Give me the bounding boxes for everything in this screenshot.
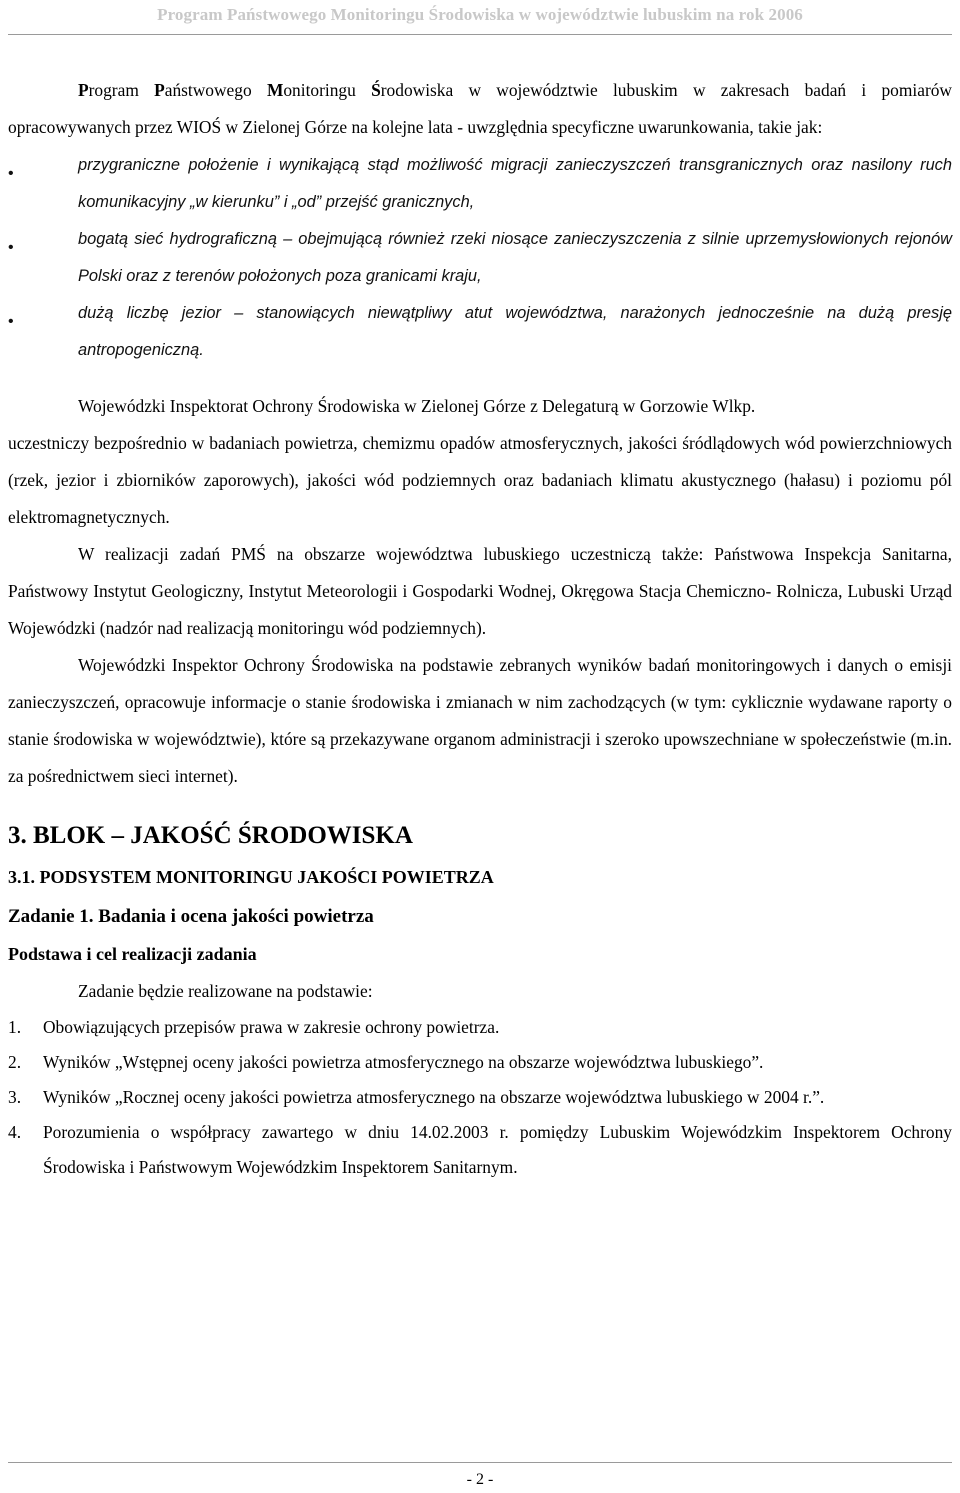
- intro-paragraph: [8, 72, 952, 146]
- paragraph-wios: Wojewódzki Inspektorat Ochrony Środowiska w Zielonej Górze z Delegaturą w Gorzowie Wlkp.: [78, 396, 756, 416]
- item-text: Wyników „Rocznej oceny jakości powietrza atmosferycznego na obszarze województwa lubuskiego w 2004 r.”.: [43, 1087, 825, 1107]
- item-text: Obowiązujących przepisów prawa w zakresie ochrony powietrza.: [43, 1017, 500, 1037]
- header-rule: [8, 34, 952, 35]
- paragraph-inspector: Wojewódzki Inspektor Ochrony Środowiska na podstawie zebranych wyników badań monitoringowych i danych o emisji zanieczyszczeń, opracowuje informacje o stanie środowiska i zmianach w nim zachodzących (w tym: cyklicznie wydawane raporty o stanie środowiska w województwie), które są przekazywane organom administracji i szeroko upowszechniane w społeczeństwie (m.in. za pośrednictwem sieci internet).: [8, 655, 952, 786]
- footer-rule: [8, 1462, 952, 1463]
- bullet-icon: •: [8, 313, 14, 330]
- intro-initial: Ś: [371, 80, 381, 100]
- basis-list: [8, 1010, 952, 1185]
- bullet-icon: •: [8, 239, 14, 256]
- numbered-item: [8, 1045, 952, 1080]
- page-number: - 2 -: [466, 1471, 494, 1488]
- bullet-icon: •: [8, 165, 14, 182]
- intro-initial: P: [154, 80, 165, 100]
- list-item: [8, 295, 952, 369]
- intro-text: w województwie lubuskim w zakresach badań i pomiarów opracowywanych przez WIOŚ w Zielonej Górze na kolejne lata - uwzględnia specyficzne uwarunkowania, takie jak:: [8, 80, 952, 137]
- intro-word: rodowiska: [380, 80, 454, 100]
- numbered-item: [8, 1115, 952, 1185]
- running-header: Program Państwowego Monitoringu Środowiska w województwie lubuskim na rok 2006: [157, 5, 803, 24]
- intro-word: aństwowego: [164, 80, 267, 100]
- intro-initial: M: [266, 80, 284, 100]
- page-content: [8, 72, 952, 1185]
- section-heading: 3. BLOK – JAKOŚĆ ŚRODOWISKA: [8, 822, 413, 849]
- numbered-item: [8, 1010, 952, 1045]
- list-item-text: bogatą sieć hydrograficzną – obejmującą również rzeki niosące zanieczyszczenia z silnie uprzemysłowionych rejonów Polski oraz z terenów położonych poza granicami kraju,: [78, 230, 952, 285]
- item-number: 2.: [8, 1052, 22, 1072]
- conditions-list: [8, 147, 952, 369]
- intro-initial: P: [78, 80, 89, 100]
- item-number: 4.: [8, 1122, 22, 1142]
- task-heading: Zadanie 1. Badania i ocena jakości powietrza: [8, 906, 374, 927]
- item-text: Wyników „Wstępnej oceny jakości powietrza atmosferycznego na obszarze województwa lubuskiego”.: [43, 1052, 764, 1072]
- list-item-text: dużą liczbę jezior – stanowiących niewątpliwy atut województwa, narażonych jednocześnie na dużą presję antropogeniczną.: [78, 304, 952, 359]
- paragraph-participation: uczestniczy bezpośrednio w badaniach powietrza, chemizmu opadów atmosferycznych, jakości śródlądowych wód powierzchniowych (rzek, jezior i zbiorników zaporowych), jakości wód podziemnych oraz badaniach klimatu akustycznego (hałasu) i poziomu pól elektromagnetycznych.: [8, 433, 952, 527]
- basis-heading: Podstawa i cel realizacji zadania: [8, 944, 257, 964]
- list-item-text: przygraniczne położenie i wynikającą stąd możliwość migracji zanieczyszczeń transgranicznych oraz nasilony ruch komunikacyjny „w kierunku” i „od” przejść granicznych,: [78, 156, 952, 211]
- item-text: Porozumienia o współpracy zawartego w dniu 14.02.2003 r. pomiędzy Lubuskim Wojewódzkim Inspektorem Ochrony Środowiska i Państwowym Wojewódzkim Inspektorem Sanitarnym.: [43, 1122, 952, 1177]
- list-item: [8, 147, 952, 221]
- lead-text: Zadanie będzie realizowane na podstawie:: [78, 981, 373, 1001]
- intro-word: rogram: [88, 80, 155, 100]
- item-number: 3.: [8, 1087, 22, 1107]
- subsection-heading: 3.1. PODSYSTEM MONITORINGU JAKOŚCI POWIETRZA: [8, 867, 494, 887]
- list-item: [8, 221, 952, 295]
- paragraph-partners: W realizacji zadań PMŚ na obszarze województwa lubuskiego uczestniczą także: Państwowa Inspekcja Sanitarna, Państwowy Instytut Geologiczny, Instytut Meteorologii i Gospodarki Wodnej, Okręgowa Stacja Chemiczno- Rolnicza, Lubuski Urząd Wojewódzki (nadzór nad realizacją monitoringu wód podziemnych).: [8, 544, 952, 638]
- numbered-item: [8, 1080, 952, 1115]
- intro-word: onitoringu: [283, 80, 372, 100]
- item-number: 1.: [8, 1017, 22, 1037]
